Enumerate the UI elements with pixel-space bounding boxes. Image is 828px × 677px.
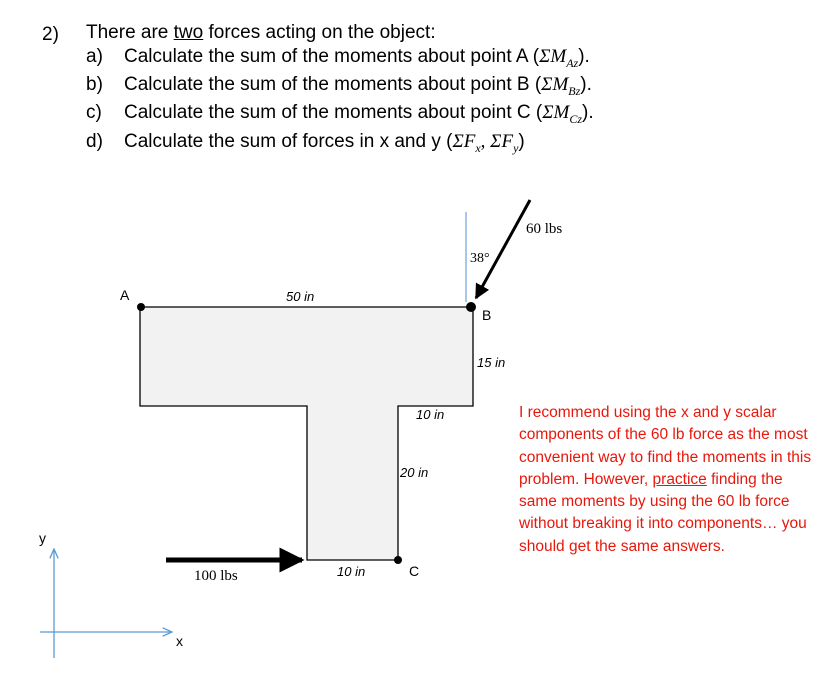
label-point-a: A [120, 287, 130, 303]
t-shape [140, 307, 473, 560]
axis-y-label: y [39, 530, 46, 546]
part-d-math: $\Sigma F_x$, $\Sigma F_y$ [452, 131, 519, 155]
note-part-2: finding the same moments by using the 60 lb force without breaking it into components… you should get the same answers. [519, 470, 807, 555]
axis-x-label: x [176, 633, 183, 649]
part-a-letter: a) [86, 46, 103, 67]
dim-right-flange-label: 15 in [477, 355, 506, 370]
intro-after: forces acting on the object: [203, 22, 436, 43]
part-c-text: Calculate the sum of the moments about point C ( [124, 102, 543, 123]
part-a-tail: ). [578, 46, 590, 67]
dim-stem-top-label: 10 in [416, 407, 445, 422]
note-part-1: I recommend using the x and y scalar components of the 60 lb force as the most convenient way to find the moments in this problem. However, [519, 404, 812, 488]
recommendation-note [519, 402, 819, 558]
note-underlined: practice [652, 470, 707, 488]
part-c-math: $\Sigma M_{Cz}$ [542, 102, 583, 126]
part-d-tail: ) [518, 131, 525, 152]
dim-stem-right-label: 20 in [400, 465, 429, 480]
label-point-c: C [409, 563, 420, 579]
force-60-arrow [476, 200, 530, 298]
intro-before: There are [86, 22, 174, 43]
point-b-dot [466, 302, 476, 312]
part-d-text: Calculate the sum of forces in x and y ( [124, 131, 453, 152]
problem-number: 2) [42, 24, 59, 45]
part-a-text: Calculate the sum of the moments about point A ( [124, 46, 540, 67]
dim-top-label: 50 in [286, 289, 315, 304]
force-100-label: 100 lbs [194, 568, 238, 584]
part-c-letter: c) [86, 102, 102, 123]
part-d-letter: d) [86, 131, 103, 152]
dim-bottom-label: 10 in [337, 564, 366, 579]
part-c-tail: ). [582, 102, 594, 123]
force-60-angle-label: 38° [470, 251, 490, 266]
part-b-text: Calculate the sum of the moments about point B ( [124, 74, 542, 95]
force-60-label: 60 lbs [526, 221, 563, 237]
intro-underlined: two [173, 22, 204, 43]
label-point-b: B [482, 307, 492, 323]
part-b-math: $\Sigma M_{Bz}$ [541, 74, 581, 98]
part-a-math: $\Sigma M_{Az}$ [539, 46, 579, 70]
part-b-letter: b) [86, 74, 103, 95]
point-a-dot [137, 303, 145, 311]
part-b-tail: ). [580, 74, 592, 95]
point-c-dot [394, 556, 402, 564]
